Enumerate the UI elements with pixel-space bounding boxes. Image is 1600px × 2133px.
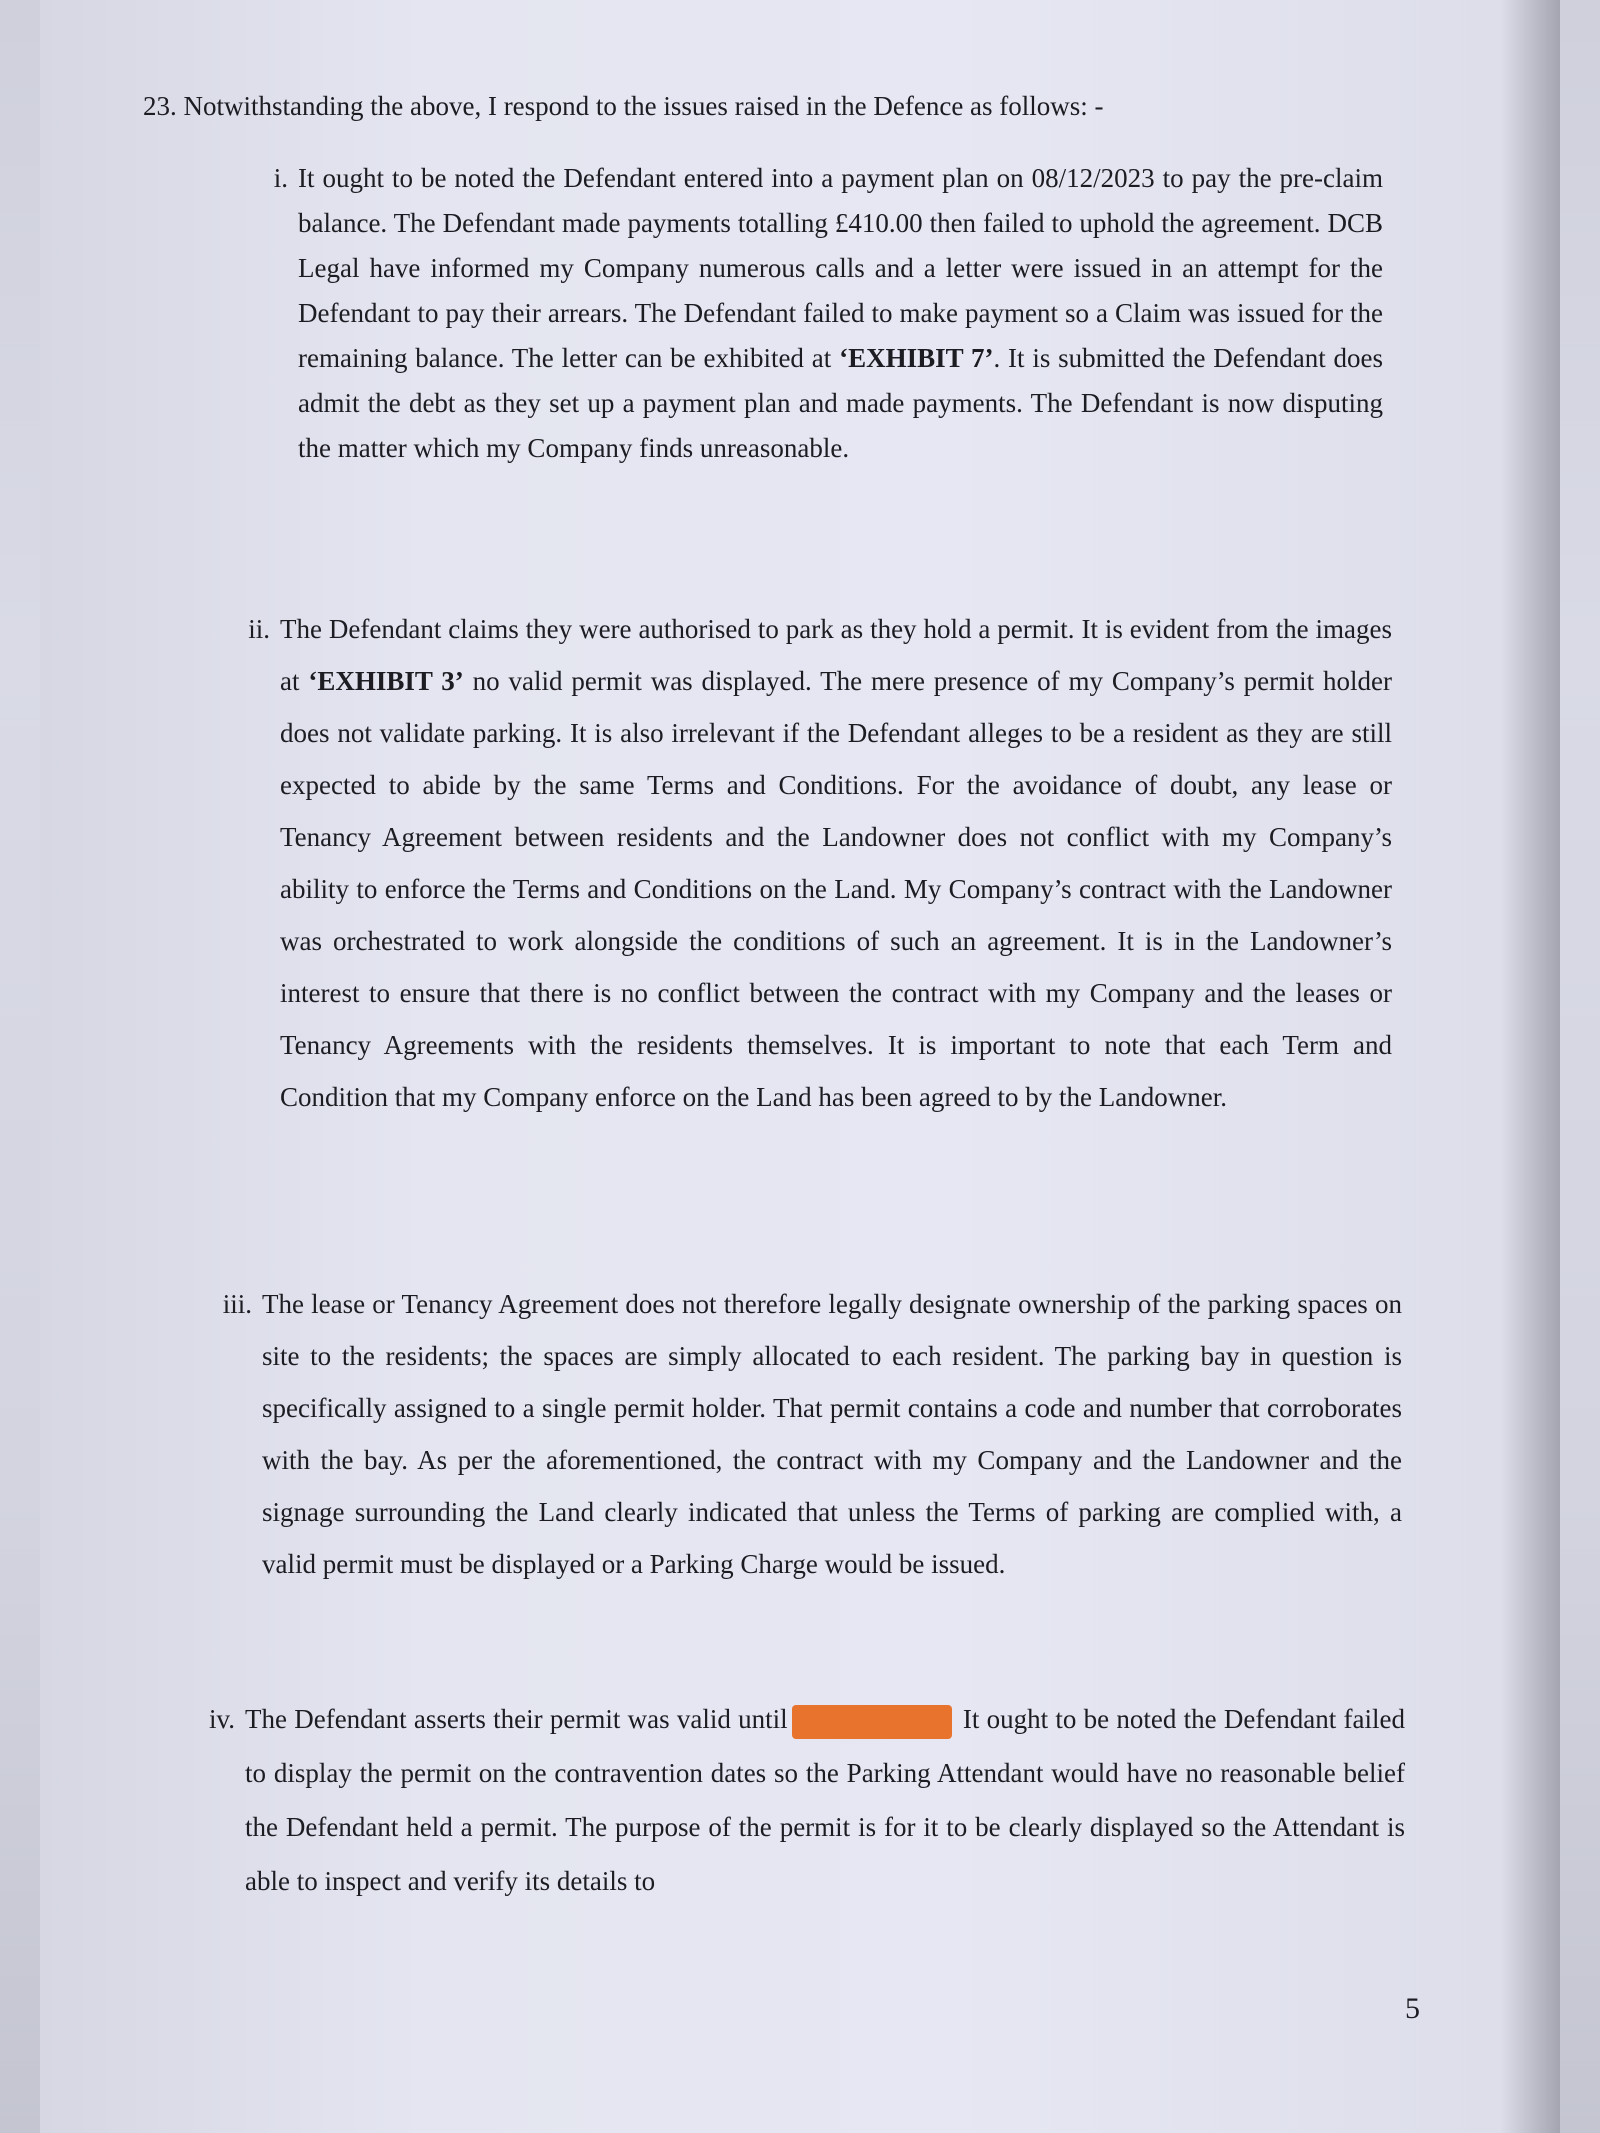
redaction-mark	[792, 1705, 952, 1739]
item-text-part: . It is submitted the Defendant does admit the debt as they set up a payment plan and made payments. The Defendant is now disputing the matter which my Company finds unreasonable.	[298, 343, 1384, 463]
item-text-part: It ought to be noted the Defendant entered into a payment plan on 08/12/2023 to pay the pre-claim balance. The Defendant made payments totalling £410.00 then failed to uphold the agreement. DCB Legal have informed my Company numerous calls and a letter were issued in an attempt for the Defendant to pay their arrears. The Defendant failed to make payment so a Claim was issued for the remaining balance. The letter can be exhibited at	[298, 163, 1383, 373]
list-item-iii	[222, 1278, 1402, 1590]
paragraph-23-intro: 23. Notwithstanding the above, I respond to the issues raised in the Defence as follows: -	[143, 91, 1104, 121]
item-text-part: The Defendant claims they were authorised to park as they hold a permit. It is evident from the images at	[280, 614, 1392, 696]
list-item-number: iv.	[209, 1704, 235, 1734]
list-item-text	[298, 156, 1383, 471]
item-text-part: no valid permit was displayed. The mere presence of my Company’s permit holder does not validate parking. It is also irrelevant if the Defendant alleges to be a resident as they are still expected to abide by the same Terms and Conditions. For the avoidance of doubt, any lease or Tenancy Agreement between residents and the Landowner does not conflict with my Company’s ability to enforce the Terms and Conditions on the Land. My Company’s contract with the Landowner was orchestrated to work alongside the conditions of such an agreement. It is in the Landowner’s interest to ensure that there is no conflict between the contract with my Company and the leases or Tenancy Agreements with the residents themselves. It is important to note that each Term and Condition that my Company enforce on the Land has been agreed to by the Landowner.	[280, 666, 1392, 1112]
list-item-i	[273, 156, 1384, 471]
item-text-part: It ought to be noted the Defendant failed to display the permit on the contravention dates so the Parking Attendant would have no reasonable belief the Defendant held a permit. The purpose of the permit is for it to be clearly displayed so the Attendant is able to inspect and verify its details to	[245, 1704, 1406, 1896]
list-item-number: i.	[273, 163, 288, 193]
page-number: 5	[1405, 1992, 1420, 2025]
page-edge-shadow	[1500, 0, 1560, 2133]
list-item-number: iii.	[222, 1289, 252, 1319]
exhibit-reference: ‘EXHIBIT 7’	[839, 343, 994, 373]
list-item-text: The lease or Tenancy Agreement does not therefore legally designate ownership of the parking spaces on site to the residents; the spaces are simply allocated to each resident. The parking bay in question is specifically assigned to a single permit holder. That permit contains a code and number that corroborates with the bay. As per the aforementioned, the contract with my Company and the Landowner and the signage surrounding the Land clearly indicated that unless the Terms of parking are complied with, a valid permit must be displayed or a Parking Charge would be issued.	[262, 1289, 1402, 1579]
item-text-part: The Defendant asserts their permit was valid until	[245, 1704, 788, 1734]
list-item-iv	[209, 1692, 1406, 1908]
list-item-text	[280, 603, 1392, 1123]
list-item-ii	[248, 603, 1392, 1123]
list-item-number: ii.	[248, 614, 270, 644]
exhibit-reference: ‘EXHIBIT 3’	[308, 666, 464, 696]
list-item-text	[245, 1692, 1405, 1908]
